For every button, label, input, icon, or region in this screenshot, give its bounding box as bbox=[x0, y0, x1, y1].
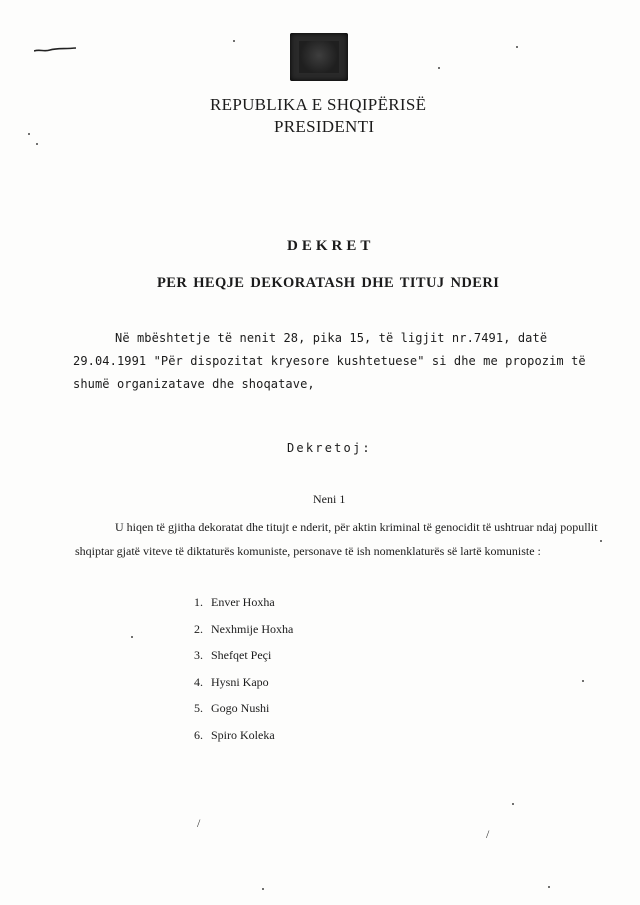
list-item: 4. Hysni Kapo bbox=[194, 674, 269, 689]
decrees-label: Dekretoj: bbox=[287, 441, 372, 455]
handwritten-mark bbox=[34, 47, 76, 53]
list-item: 1. Enver Hoxha bbox=[194, 595, 275, 609]
person-name: Hysni Kapo bbox=[211, 674, 269, 689]
scan-mark: / bbox=[486, 827, 490, 841]
scan-speck bbox=[36, 143, 38, 145]
person-name: Spiro Koleka bbox=[211, 727, 275, 742]
scan-speck bbox=[582, 680, 584, 682]
list-item: 5. Gogo Nushi bbox=[194, 701, 270, 715]
article-paragraph bbox=[75, 515, 605, 563]
decree-subtitle: PER HEQJE DEKORATASH DHE TITUJ NDERI bbox=[157, 275, 500, 291]
list-item: 6. Spiro Koleka bbox=[194, 727, 275, 742]
person-name: Nexhmije Hoxha bbox=[211, 621, 294, 636]
list-item: 3. Shefqet Peçi bbox=[194, 648, 272, 662]
person-name: Shefqet Peçi bbox=[211, 648, 272, 662]
seal-emblem bbox=[299, 41, 339, 73]
scan-speck bbox=[262, 888, 264, 890]
preamble-paragraph bbox=[73, 327, 593, 396]
person-name: Enver Hoxha bbox=[211, 595, 275, 609]
list-item: 2. Nexhmije Hoxha bbox=[194, 621, 294, 636]
country-name: REPUBLIKA E SHQIPËRISË bbox=[210, 95, 427, 114]
persons-list bbox=[194, 589, 293, 748]
scan-speck bbox=[548, 886, 550, 888]
scan-speck bbox=[512, 803, 514, 805]
scan-speck bbox=[131, 636, 133, 638]
person-name: Gogo Nushi bbox=[211, 701, 270, 715]
decree-title: DEKRET bbox=[287, 238, 375, 254]
office-name: PRESIDENTI bbox=[274, 117, 375, 136]
scan-mark: / bbox=[197, 816, 201, 830]
article-text: U hiqen të gjitha dekoratat dhe titujt e nderit, për aktin kriminal të genocidit të ushtruar ndaj popullit shqiptar gjatë viteve të diktaturës komuniste, personave të ish nomenklaturës së lartë komuniste : bbox=[75, 520, 598, 558]
state-seal bbox=[290, 33, 348, 81]
article-heading: Neni 1 bbox=[313, 492, 346, 506]
preamble-text: Në mbështetje të nenit 28, pika 15, të ligjit nr.7491, datë 29.04.1991 "Për dispozitat kryesore kushtetuese" si dhe me propozim të shumë organizatave dhe shoqatave, bbox=[73, 331, 586, 391]
scan-speck bbox=[438, 67, 440, 69]
scan-speck bbox=[233, 40, 235, 42]
scan-speck bbox=[28, 133, 30, 135]
scan-speck bbox=[516, 46, 518, 48]
